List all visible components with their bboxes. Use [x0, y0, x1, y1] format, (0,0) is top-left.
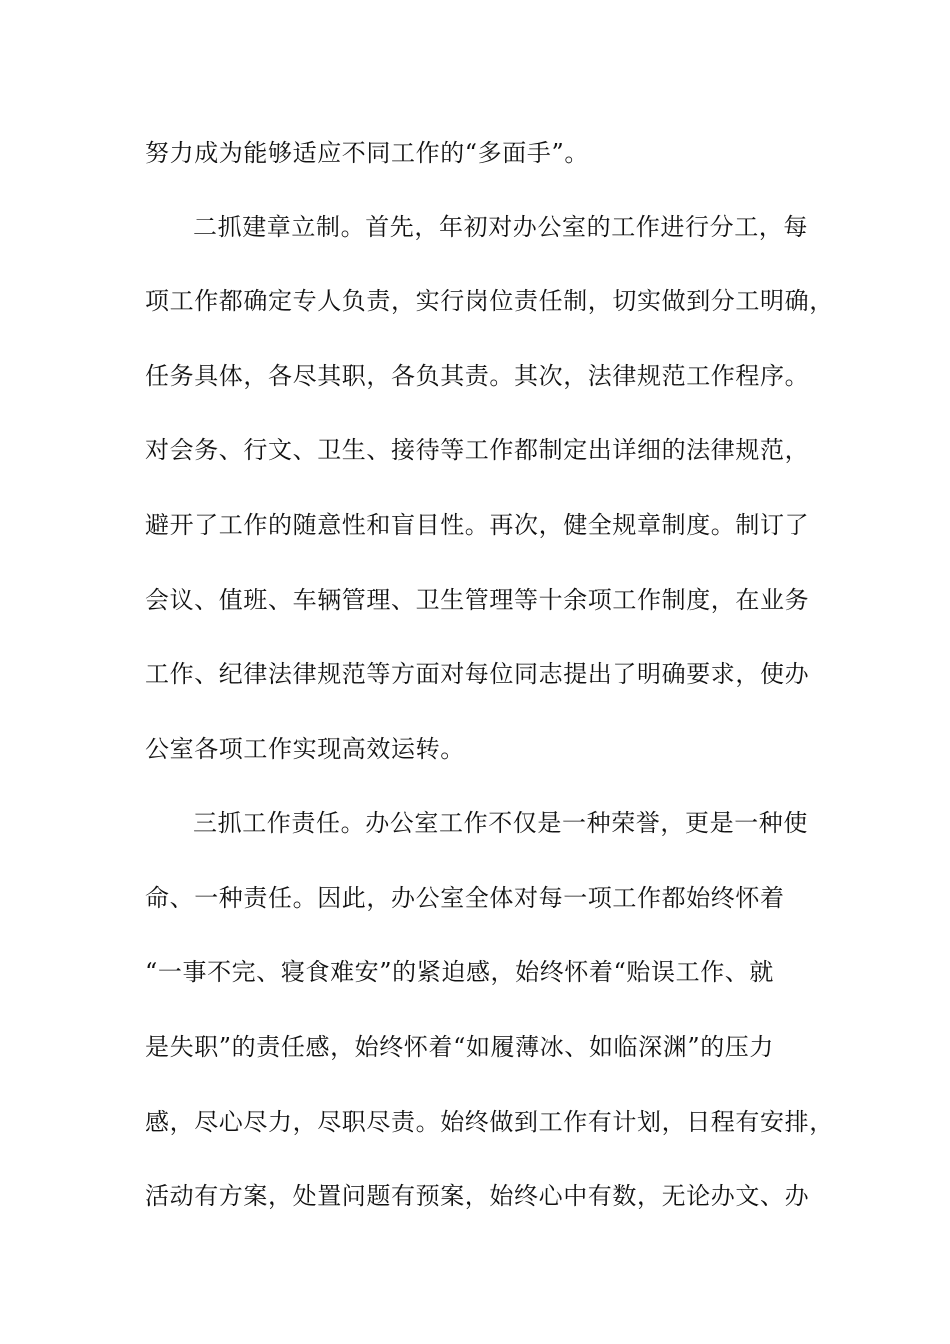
text-line: 避开了工作的随意性和盲目性。再次，健全规章制度。制订了 [145, 511, 810, 539]
paragraph-start-line: 二抓建章立制。首先，年初对办公室的工作进行分工，每 [193, 213, 808, 241]
text-line: 会议、值班、车辆管理、卫生管理等十余项工作制度，在业务 [145, 586, 810, 614]
text-line: 项工作都确定专人负责，实行岗位责任制，切实做到分工明确， [145, 287, 834, 315]
text-line: 感，尽心尽力，尽职尽责。始终做到工作有计划，日程有安排， [145, 1108, 834, 1136]
text-line: 公室各项工作实现高效运转。 [145, 735, 465, 763]
text-line: “一事不完、寝食难安”的紧迫感，始终怀着“贻误工作、就 [145, 958, 775, 986]
paragraph-start-line: 三抓工作责任。办公室工作不仅是一种荣誉，更是一种使 [193, 809, 808, 837]
text-line: 对会务、行文、卫生、接待等工作都制定出详细的法律规范， [145, 436, 810, 464]
text-line: 命、一种责任。因此，办公室全体对每一项工作都始终怀着 [145, 884, 785, 912]
text-line: 活动有方案，处置问题有预案，始终心中有数，无论办文、办 [145, 1182, 810, 1210]
text-line: 工作、纪律法律规范等方面对每位同志提出了明确要求，使办 [145, 660, 810, 688]
text-line: 任务具体，各尽其职，各负其责。其次，法律规范工作程序。 [145, 362, 810, 390]
text-line: 努力成为能够适应不同工作的“多面手”。 [145, 139, 589, 167]
text-line: 是失职”的责任感，始终怀着“如履薄冰、如临深渊”的压力 [145, 1033, 775, 1061]
